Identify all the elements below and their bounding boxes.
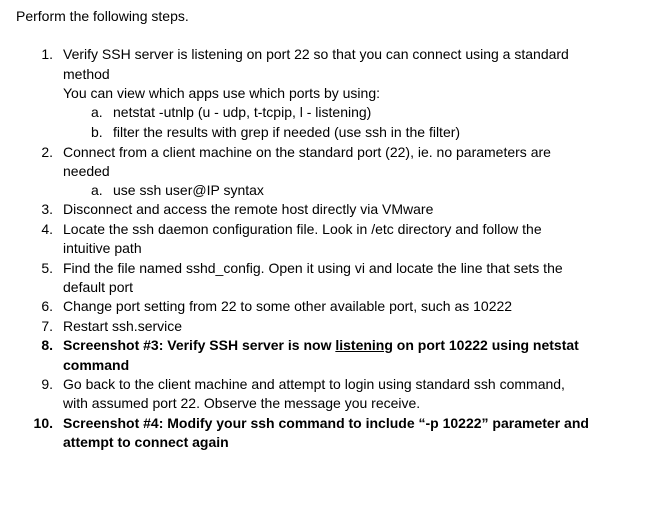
step-7-number: 7. (41, 318, 53, 334)
step-2a-text: use ssh user@IP syntax (113, 182, 264, 198)
step-1-number: 1. (41, 46, 53, 62)
step-8-underlined-word: listening (335, 337, 393, 353)
intro-text: Perform the following steps. (16, 8, 189, 24)
step-8-line-1-end: on port 10222 using netstat (392, 337, 579, 353)
step-3-line-1: Disconnect and access the remote host directly via VMware (63, 201, 434, 217)
step-2a-label: a. (91, 182, 103, 198)
step-1b-text: filter the results with grep if needed (use ssh in the filter) (113, 124, 461, 140)
step-2-line-1: Connect from a client machine on the standard port (22), ie. no parameters are (63, 144, 551, 160)
step-1-extra: You can view which apps use which ports by using: (63, 85, 380, 101)
step-2-line-2: needed (63, 163, 110, 179)
step-10-number: 10. (33, 415, 53, 431)
step-8-line-2: command (63, 357, 130, 373)
step-1b-label: b. (91, 124, 103, 140)
step-8-line-1-start: Screenshot #3: Verify SSH server is now (63, 337, 336, 353)
step-1-line-2: method (63, 66, 110, 82)
step-9-number: 9. (41, 376, 53, 392)
step-4-number: 4. (41, 221, 53, 237)
step-6-number: 6. (41, 298, 53, 314)
step-8-line-1 (63, 336, 579, 355)
step-1a-text: netstat -utnlp (u - udp, t-tcpip, l - listening) (113, 104, 372, 120)
step-9-line-1: Go back to the client machine and attempt to login using standard ssh command, (63, 376, 565, 392)
step-2-number: 2. (41, 144, 53, 160)
step-6-line-1: Change port setting from 22 to some other available port, such as 10222 (63, 298, 513, 314)
step-4-line-1: Locate the ssh daemon configuration file. Look in /etc directory and follow the (63, 221, 542, 237)
step-8-number: 8. (41, 337, 53, 353)
step-3-number: 3. (41, 201, 53, 217)
step-4-line-2: intuitive path (63, 240, 142, 256)
step-10-line-1: Screenshot #4: Modify your ssh command to include “-p 10222” parameter and (63, 415, 589, 431)
step-5-number: 5. (41, 260, 53, 276)
step-1a-label: a. (91, 104, 103, 120)
step-5-line-1: Find the file named sshd_config. Open it using vi and locate the line that sets the (63, 260, 563, 276)
step-9-line-2: with assumed port 22. Observe the message you receive. (63, 395, 421, 411)
step-1-line-1: Verify SSH server is listening on port 22 so that you can connect using a standard (63, 46, 569, 62)
step-7-line-1: Restart ssh.service (63, 318, 183, 334)
step-5-line-2: default port (63, 279, 134, 295)
step-10-line-2: attempt to connect again (63, 434, 229, 450)
